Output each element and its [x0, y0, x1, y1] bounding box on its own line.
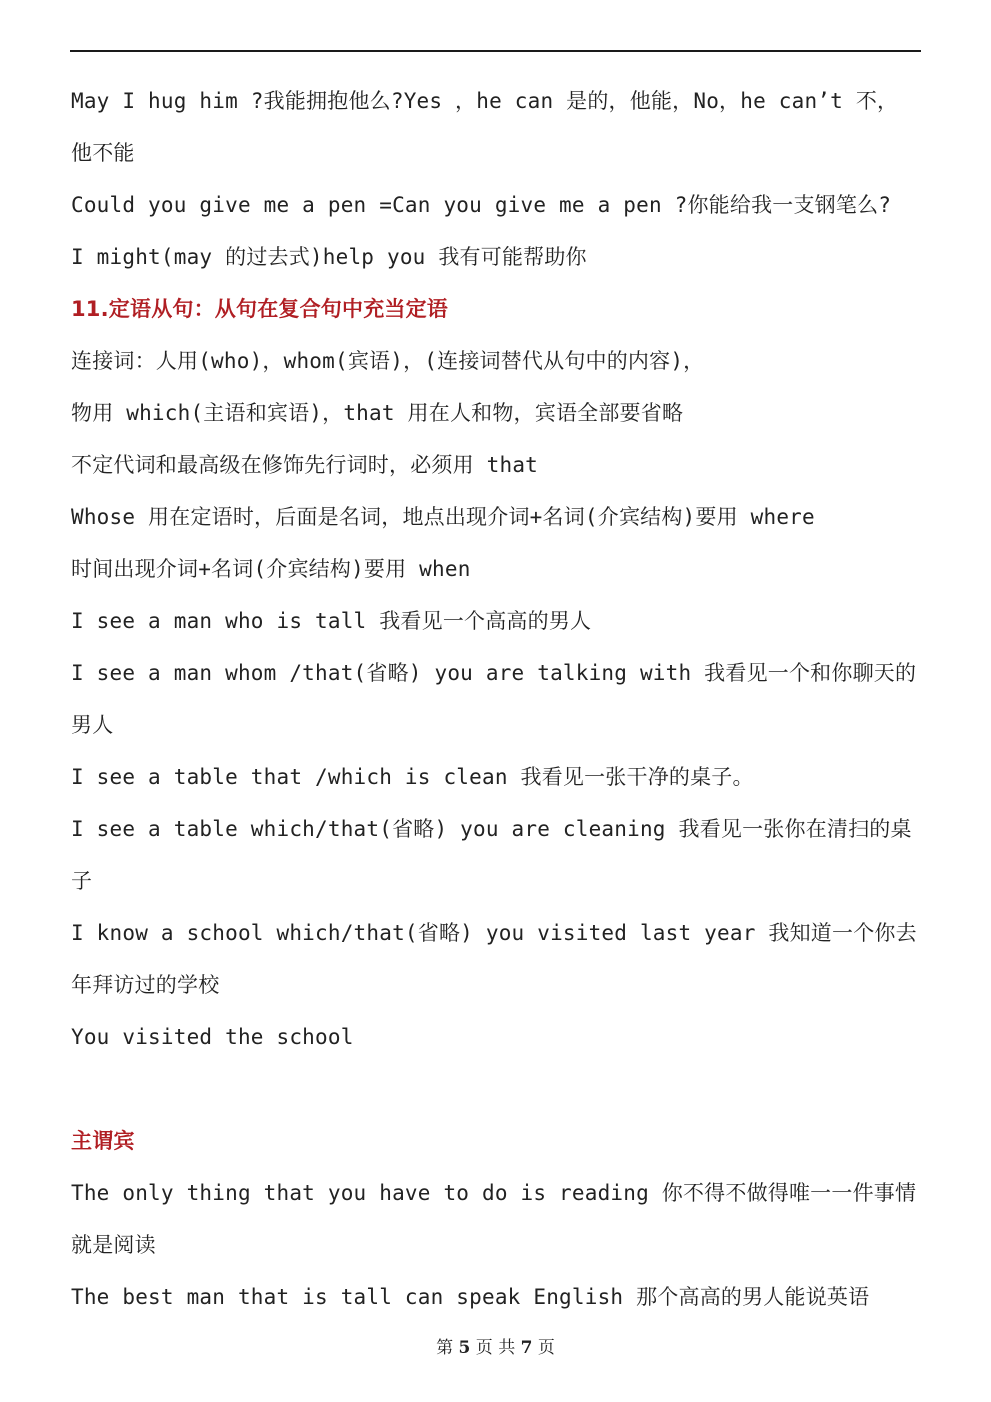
footer-suffix: 页: [537, 1338, 555, 1358]
text-line: 物用 which(主语和宾语)，that 用在人和物，宾语全部要省略: [71, 401, 684, 425]
footer-page-number: 5: [458, 1338, 471, 1358]
text-line: May I hug him ?我能拥抱他么?Yes ，he can 是的，他能，No，he can’t 不，: [71, 89, 899, 113]
text-line: I might(may 的过去式)help you 我有可能帮助你: [71, 245, 587, 269]
text-line: 男人: [71, 713, 114, 737]
text-line: 就是阅读: [71, 1233, 156, 1257]
footer-total-pages: 7: [520, 1338, 533, 1358]
text-line: 不定代词和最高级在修饰先行词时，必须用 that: [71, 453, 539, 477]
text-line: I see a man who is tall 我看见一个高高的男人: [71, 609, 592, 633]
text-line: The best man that is tall can speak English 那个高高的男人能说英语: [71, 1285, 870, 1309]
text-line: 时间出现介词+名词(介宾结构)要用 when: [71, 557, 471, 581]
text-line: 连接词：人用(who)，whom(宾语)，(连接词替代从句中的内容)，: [71, 349, 705, 373]
text-line: Could you give me a pen =Can you give me a pen ?你能给我一支钢笔么?: [71, 193, 892, 217]
text-line: 他不能: [71, 141, 135, 165]
text-line: Whose 用在定语时，后面是名词，地点出现介词+名词(介宾结构)要用 where: [71, 505, 815, 529]
document-body: [71, 75, 921, 1323]
footer-prefix: 第: [436, 1338, 454, 1358]
section-heading-svo: 主谓宾: [71, 1129, 135, 1153]
text-line: I know a school which/that(省略) you visited last year 我知道一个你去: [71, 921, 917, 945]
blank-line: [71, 1063, 921, 1115]
text-line: The only thing that you have to do is reading 你不得不做得唯一一件事情: [71, 1181, 917, 1205]
text-line: I see a man whom /that(省略) you are talking with 我看见一个和你聊天的: [71, 661, 917, 685]
text-line: 子: [71, 869, 93, 893]
footer-middle: 页 共: [475, 1338, 516, 1358]
text-line: I see a table that /which is clean 我看见一张干净的桌子。: [71, 765, 754, 789]
page-footer: [0, 1333, 991, 1358]
text-line: I see a table which/that(省略) you are cleaning 我看见一张你在清扫的桌: [71, 817, 912, 841]
text-line: You visited the school: [71, 1025, 354, 1049]
section-heading-relative-clause: 11.定语从句：从句在复合句中充当定语: [71, 297, 448, 321]
header-rule: [70, 50, 921, 52]
text-line: 年拜访过的学校: [71, 973, 220, 997]
